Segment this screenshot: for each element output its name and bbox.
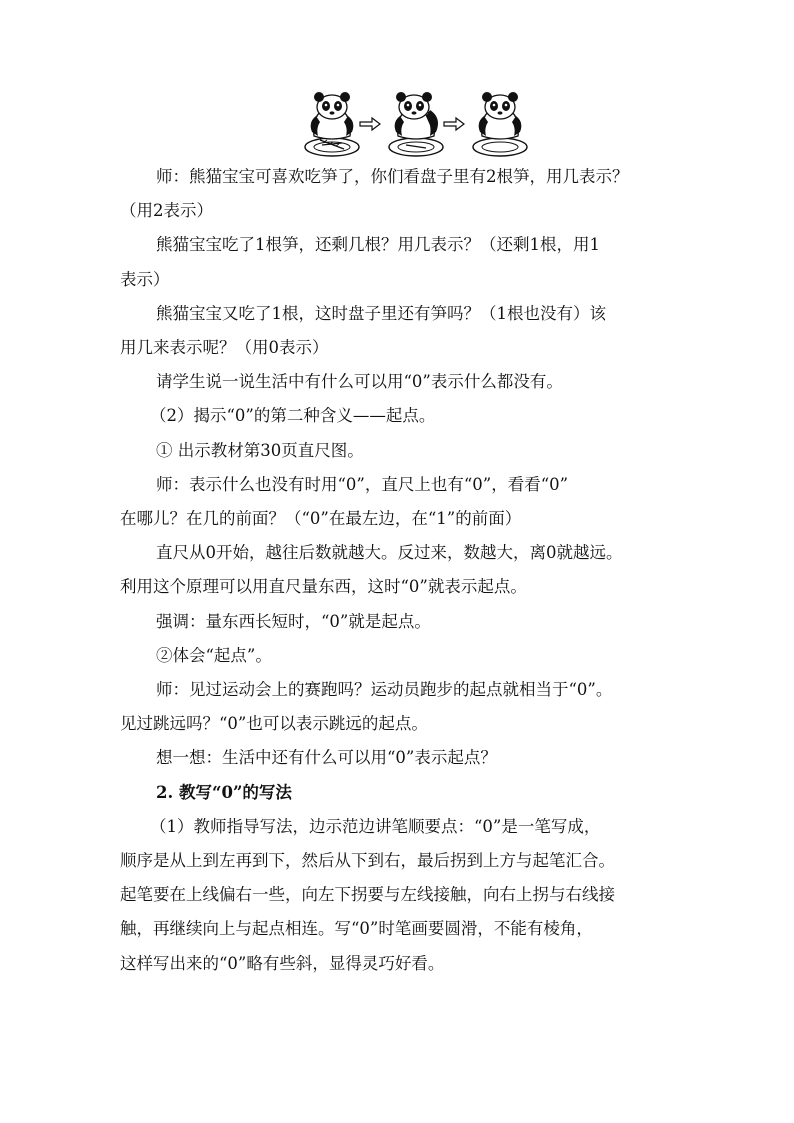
- paragraph-line: 师：熊猫宝宝可喜欢吃笋了，你们看盘子里有2根笋，用几表示？: [156, 167, 629, 186]
- paragraph-line: 直尺从0开始，越往后数就越大。反过来，数越大，离0就越远。: [156, 543, 623, 563]
- panda-icon: [389, 92, 443, 156]
- paragraph-line: 用几来表示呢？（用0表示）: [120, 338, 329, 358]
- paragraph-line: 在哪儿？在几的前面？（“0”在最左边，在“1”的前面）: [120, 509, 522, 529]
- panda-icon: [473, 92, 527, 156]
- lesson-text: [120, 160, 680, 981]
- paragraph-line: 触，再继续向上与起点相连。写“0”时笔画要圆滑，不能有棱角，: [120, 919, 593, 939]
- paragraph-line: ②体会“起点”。: [156, 645, 272, 665]
- paragraph-line: 师：表示什么也没有时用“0”，直尺上也有“0”，看看“0”: [156, 474, 569, 494]
- paragraph-line: 熊猫宝宝吃了1根笋，还剩几根？用几表示？（还剩1根，用1: [156, 235, 600, 255]
- paragraph-line: 见过跳远吗？“0”也可以表示跳远的起点。: [120, 714, 428, 734]
- paragraph-line: 起笔要在上线偏右一些，向左下拐要与左线接触，向右上拐与右线接: [120, 885, 615, 905]
- paragraph-line: 强调：量东西长短时，“0”就是起点。: [156, 611, 431, 631]
- arrow-right-icon: [360, 118, 380, 130]
- paragraph-line: 想一想：生活中还有什么可以用“0”表示起点？: [156, 748, 497, 768]
- paragraph-line: 师：见过运动会上的赛跑吗？运动员跑步的起点就相当于“0”。: [156, 680, 613, 700]
- section-heading: （2）揭示“0”的第二种含义——起点。: [150, 406, 436, 426]
- arrow-right-icon: [444, 118, 464, 130]
- paragraph-line: （1）教师指导写法，边示范边讲笔顺要点：“0”是一笔写成，: [150, 816, 601, 836]
- section-heading: 2. 教写“0”的写法: [156, 782, 292, 802]
- paragraph-line: （用2表示）: [120, 201, 213, 221]
- paragraph-line: 表示）: [120, 269, 170, 289]
- panda-bamboo-illustration: [300, 92, 532, 162]
- paragraph-line: 熊猫宝宝又吃了1根，这时盘子里还有笋吗？（1根也没有）该: [156, 303, 606, 323]
- paragraph-line: 这样写出来的“0”略有些斜，显得灵巧好看。: [120, 953, 445, 973]
- paragraph-line: 请学生说一说生活中有什么可以用“0”表示什么都没有。: [156, 372, 563, 392]
- paragraph-line: 顺序是从上到左再到下，然后从下到右，最后拐到上方与起笔汇合。: [120, 851, 615, 871]
- panda-icon: [305, 92, 359, 156]
- paragraph-line: 利用这个原理可以用直尺量东西，这时“0”就表示起点。: [120, 577, 527, 597]
- paragraph-line: ① 出示教材第30页直尺图。: [156, 440, 364, 460]
